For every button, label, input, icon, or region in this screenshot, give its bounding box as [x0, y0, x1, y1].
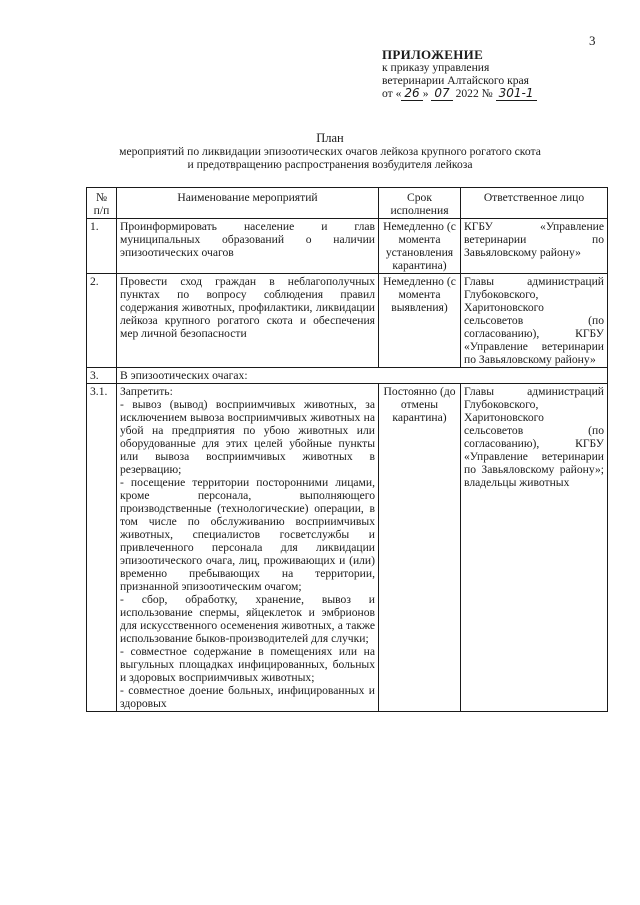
- table-row: [87, 274, 608, 368]
- handwritten-order-number: 301-1: [496, 87, 537, 101]
- header-responsible: Ответственное лицо: [461, 188, 608, 219]
- row-term: Немедленно (с момента выявления): [379, 274, 461, 368]
- row-num: 2.: [87, 274, 117, 368]
- row-measure-list: [117, 384, 379, 712]
- appendix-title: ПРИЛОЖЕНИЕ: [382, 47, 484, 62]
- row-measure: Проинформировать население и глав муниципальных образований о наличии эпизоотических очагов: [117, 219, 379, 274]
- measure-line: - посещение территории посторонними лицами, кроме персонала, выполняющего производственные (технологические) операции, в том числе по обслуживанию восприимчивых животных, специалистов госветслужбы и привлеченного персонала для ликвидации эпизоотического очага, лиц, проживающих и (или) временно пребывающих на территории, признанной эпизоотическим очагом;: [120, 476, 375, 593]
- row-measure: Провести сход граждан в неблагополучных пунктах по вопросу соблюдения правил содержания животных, профилактики, ликвидации лейкоза крупного рогатого скота и обеспечения мер личной безопасности: [117, 274, 379, 368]
- row-num: 3.: [87, 368, 117, 384]
- handwritten-month: 07: [431, 87, 452, 101]
- page-number: 3: [589, 33, 596, 48]
- table-row: [87, 368, 608, 384]
- measure-line: - вывоз (вывод) восприимчивых животных, за исключением вывоза восприимчивых животных на убой на предприятия по убою животных или оборудованные для этих целей убойные пункты или вывоза восприимчивых животных в резервацию;: [120, 398, 375, 476]
- measure-line: - сбор, обработку, хранение, вывоз и использование спермы, яйцеклеток и эмбрионов для искусственного осеменения животных, а также использование быков-производителей для случки;: [120, 593, 375, 645]
- measure-line: Запретить:: [120, 385, 173, 398]
- plan-subtitle-line-1: мероприятий по ликвидации эпизоотических очагов лейкоза крупного рогатого скота: [119, 145, 541, 158]
- table-row: [87, 384, 608, 712]
- date-mid: »: [422, 87, 432, 100]
- plan-heading: [80, 132, 580, 171]
- plan-subtitle-line-2: и предотвращению распространения возбудителя лейкоза: [187, 158, 473, 171]
- measure-line: - совместное содержание в помещениях или на выгульных площадках инфицированных, больных и здоровых восприимчивых животных;: [120, 645, 375, 684]
- row-num: 1.: [87, 219, 117, 274]
- measures-table: [86, 187, 608, 712]
- row-num: 3.1.: [87, 384, 117, 712]
- appendix-line-1: к приказу управления: [382, 61, 490, 74]
- measure-line: - совместное доение больных, инфицированных и здоровых: [120, 684, 375, 710]
- appendix-date-line: [382, 87, 602, 101]
- year-text: 2022 №: [452, 87, 496, 100]
- appendix-block: [382, 48, 602, 101]
- row-responsible: КГБУ «Управление ветеринарии по Завьяловскому району»: [461, 219, 608, 274]
- row-responsible: Главы администраций Глубоковского, Харитоновского сельсоветов (по согласованию), КГБУ «Управление ветеринарии по Завьяловскому району»: [461, 274, 608, 368]
- row-term: Немедленно (с момента установления карантина): [379, 219, 461, 274]
- header-term: Срок исполнения: [379, 188, 461, 219]
- row-term: Постоянно (до отмены карантина): [379, 384, 461, 712]
- row-responsible: Главы администраций Глубоковского, Харитоновского сельсоветов (по согласованию), КГБУ «Управление ветеринарии по Завьяловскому району»; владельцы животных: [461, 384, 608, 712]
- header-num: № п/п: [87, 188, 117, 219]
- handwritten-day: 26: [401, 87, 422, 101]
- table-row: [87, 219, 608, 274]
- header-name: Наименование мероприятий: [117, 188, 379, 219]
- row-section-title: В эпизоотических очагах:: [117, 368, 608, 384]
- plan-title: План: [316, 131, 344, 145]
- table-header-row: [87, 188, 608, 219]
- date-prefix: от «: [382, 87, 402, 100]
- appendix-line-2: ветеринарии Алтайского края: [382, 74, 529, 87]
